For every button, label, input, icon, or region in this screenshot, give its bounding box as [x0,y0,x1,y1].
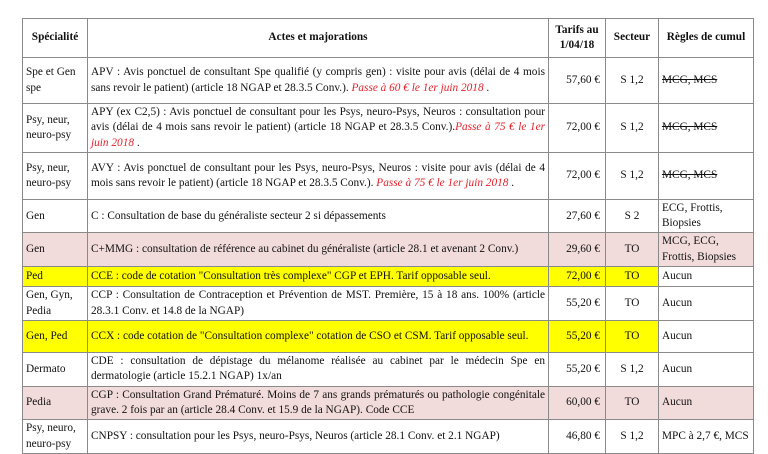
secteur-cell: TO [606,267,659,287]
table-row [23,321,754,353]
tarif-cell: 55,20 € [549,353,606,387]
acte-tail: . [483,81,490,94]
header-actes: Actes et majorations [88,19,549,58]
tarif-cell: 57,60 € [549,58,606,104]
acte-cell [88,353,549,387]
tarif-cell: 72,00 € [549,152,606,199]
acte-cell [88,321,549,353]
tarifs-table [22,18,754,454]
regles-text: MCG, ECG, Frottis, Biopsies [662,235,737,263]
acte-cell [88,199,549,233]
table-row [23,420,754,454]
secteur-cell: TO [606,321,659,353]
acte-text: CGP : Consultation Grand Prématuré. Moins de 7 ans grands prématurés ou pathologie congénitale grave. 2 fois par an (article 28.4 Conv. et 15.9 de la NGAP). Code CCE [91,388,545,416]
table-row [23,233,754,267]
regles-cell [659,58,754,104]
acte-tail: . [508,176,515,189]
header-specialite: Spécialité [23,19,88,58]
acte-text: C : Consultation de base du généraliste secteur 2 si dépassements [91,209,386,222]
acte-cell [88,420,549,454]
tarif-cell: 72,00 € [549,104,606,153]
secteur-cell: S 1,2 [606,104,659,153]
acte-text: APY (ex C2,5) : Avis ponctuel de consultant pour les Psys, neuro-Psys, Neuros : consultation pour avis (délai de 4 mois sans revoir le patient) (article 18 NGAP et 28.3.5 Conv.). [91,106,545,134]
acte-text: CCE : code de cotation "Consultation très complexe" CGP et EPH. Tarif opposable seul. [91,269,491,282]
acte-cell [88,233,549,267]
specialite-cell: Dermato [23,353,88,387]
regles-text: MPC à 2,7 €, MCS [662,429,749,442]
acte-cell [88,58,549,104]
regles-cell [659,199,754,233]
specialite-cell: Gen, Gyn, Pedia [23,287,88,321]
acte-cell [88,104,549,153]
header-tarifs: Tarifs au 1/04/18 [549,19,606,58]
secteur-cell: S 1,2 [606,353,659,387]
regles-text: Aucun [662,396,693,409]
regles-text: MCG, MCS [662,73,718,86]
regles-cell [659,267,754,287]
regles-text: Aucun [662,329,693,342]
table-row [23,287,754,321]
table-row [23,152,754,199]
regles-text: ECG, Frottis, Biopsies [662,201,723,230]
regles-text: Aucun [662,362,693,375]
regles-text: MCG, MCS [662,169,718,182]
acte-tail: . [134,136,140,149]
header-secteur: Secteur [606,19,659,58]
specialite-cell: Psy, neuro, neuro-psy [23,420,88,454]
specialite-cell: Psy, neur, neuro-psy [23,104,88,153]
specialite-cell: Spe et Gen spe [23,58,88,104]
tarif-cell: 46,80 € [549,420,606,454]
table-row [23,267,754,287]
table-row [23,386,754,420]
regles-cell [659,353,754,387]
header-regles: Règles de cumul [659,19,754,58]
specialite-cell: Pedia [23,386,88,420]
secteur-cell: S 2 [606,199,659,233]
regles-cell [659,152,754,199]
regles-cell [659,104,754,153]
secteur-cell: TO [606,233,659,267]
tarif-cell: 27,60 € [549,199,606,233]
header-row [23,19,754,58]
acte-cell [88,152,549,199]
table-row [23,58,754,104]
acte-text: AVY : Avis ponctuel de consultant pour les Psys, neuro-Psys, Neuros : visite pour avis (délai de 4 mois sans revoir le patient) (article 18 NGAP et 28.3.5 Conv.). [91,161,545,189]
regles-cell [659,233,754,267]
specialite-cell: Psy, neur, neuro-psy [23,152,88,199]
specialite-cell: Gen, Ped [23,321,88,353]
acte-text: C+MMG : consultation de référence au cabinet du généraliste (article 28.1 et avenant 2 Conv.) [91,243,519,256]
secteur-cell: TO [606,287,659,321]
acte-cell [88,267,549,287]
acte-text: CNPSY : consultation pour les Psys, neuro-Psys, Neuros (article 28.1 Conv. et 2.1 NGAP) [91,429,500,442]
regles-cell [659,321,754,353]
secteur-cell: S 1,2 [606,420,659,454]
secteur-cell: S 1,2 [606,58,659,104]
acte-text: CCP : Consultation de Contraception et Prévention de MST. Première, 15 à 18 ans. 100% (article 28.3.1 Conv. et 14.8 de la NGAP) [91,289,545,317]
acte-text: CCX : code cotation de "Consultation complexe" cotation de CSO et CSM. Tarif opposable seul. [91,329,529,342]
regles-text: Aucun [662,269,693,282]
specialite-cell: Gen [23,199,88,233]
table-row [23,199,754,233]
acte-text: APV : Avis ponctuel de consultant Spe qualifié (y compris gen) : visite pour avis (délai de 4 mois sans revoir le patient) (article 18 NGAP et 28.3.5 Conv.). [91,66,545,94]
table-row [23,353,754,387]
price-change-note: Passe à 75 € le 1er juin 2018 [376,176,509,189]
regles-cell [659,386,754,420]
secteur-cell: TO [606,386,659,420]
price-change-note: Passe à 60 € le 1er juin 2018 [351,81,484,94]
secteur-cell: S 1,2 [606,152,659,199]
tarif-cell: 29,60 € [549,233,606,267]
acte-cell [88,287,549,321]
specialite-cell: Ped [23,267,88,287]
regles-text: Aucun [662,296,693,309]
specialite-cell: Gen [23,233,88,267]
acte-text: CDE : consultation de dépistage du mélanome réalisée au cabinet par le médecin Spe en dermatologie (article 15.2.1 NGAP) 1x/an [91,355,545,383]
regles-cell [659,420,754,454]
tarif-cell: 55,20 € [549,321,606,353]
tarif-cell: 72,00 € [549,267,606,287]
regles-cell [659,287,754,321]
price-change-note: Passe à 75 € le 1er juin 2018 [91,121,545,149]
tarif-cell: 55,20 € [549,287,606,321]
table-row [23,104,754,153]
tarif-cell: 60,00 € [549,386,606,420]
acte-cell [88,386,549,420]
regles-text: MCG, MCS [662,121,718,134]
